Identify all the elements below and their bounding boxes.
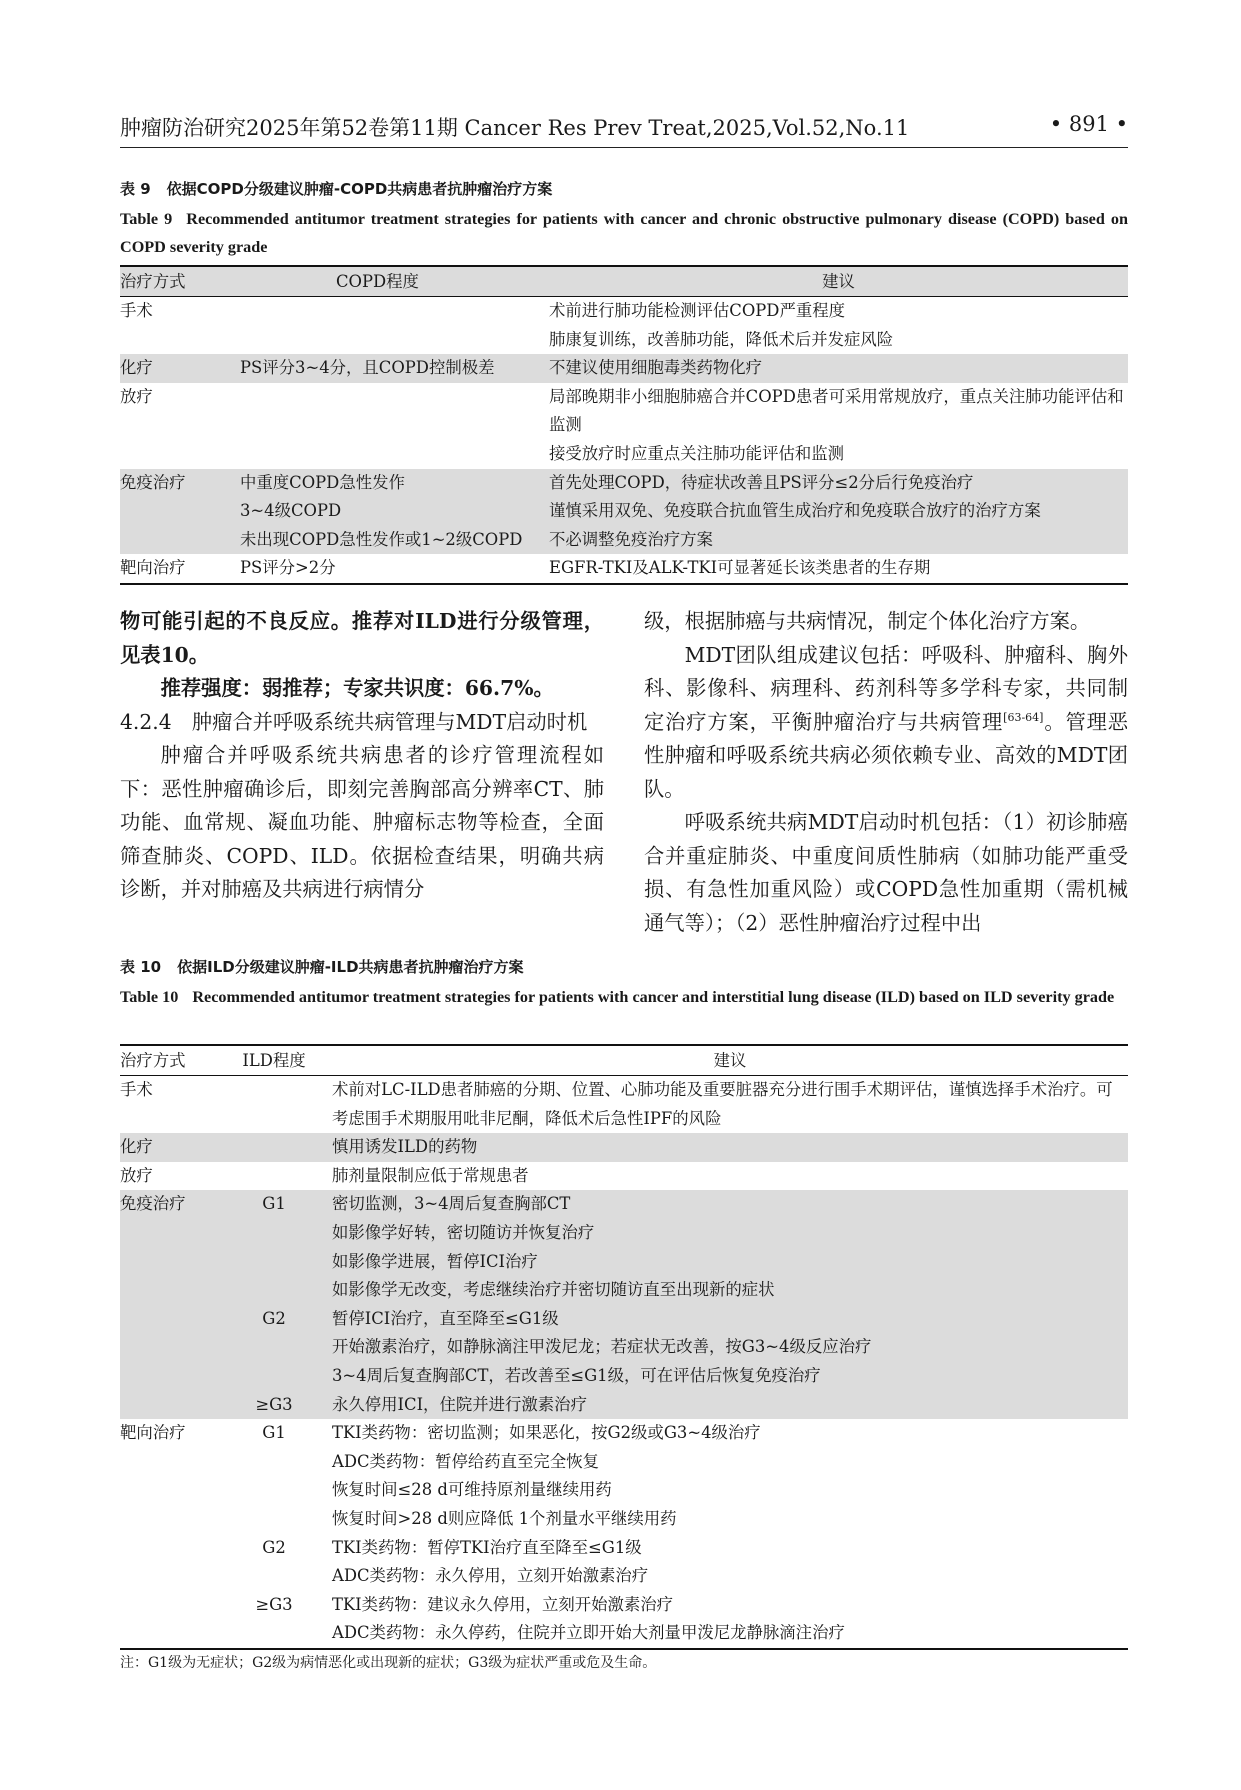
header-grade: ILD程度 (242, 1051, 306, 1070)
citation-ref: [63-64] (1003, 710, 1044, 724)
body-column-right (644, 605, 1128, 940)
recommendation-strength: 推荐强度：弱推荐；专家共识度：66.7%。 (160, 676, 554, 700)
table-row: ≥G3 永久停用ICI，住院并进行激素治疗 (120, 1391, 1128, 1420)
table-row: ≥G3 TKI类药物：建议永久停用，立刻开始激素治疗 (255, 1594, 674, 1614)
section-heading: 4.2.4 肿瘤合并呼吸系统共病管理与MDT启动时机 (120, 709, 588, 734)
table-row: 免疫治疗 中重度COPD急性发作 首先处理COPD，待症状改善且PS评分≤2分后行免疫治疗 (120, 469, 1128, 498)
running-header (120, 108, 1128, 148)
paragraph-mdt-timing: 呼吸系统共病MDT启动时机包括：（1）初诊肺癌合并重症肺炎、中重度间质性肺病（如肺功能严重受损、有急性加重风险）或COPD急性加重期（需机械通气等）；（2）恶性肿瘤治疗过程中出 (644, 810, 1128, 935)
table-row: 化疗 慎用诱发ILD的药物 (120, 1133, 1128, 1162)
table10-caption (120, 956, 1128, 1011)
header-method: 治疗方式 (120, 272, 186, 291)
table9 (120, 265, 1128, 585)
table-row: 恢复时间≤28 d可维持原剂量继续用药 (332, 1480, 612, 1500)
table-row: 恢复时间>28 d则应降低 1个剂量水平继续用药 (332, 1508, 677, 1528)
paragraph-continuation: 级，根据肺癌与共病情况，制定个体化治疗方案。 (644, 609, 1091, 633)
table-row: 肺康复训练，改善肺功能，降低术后并发症风险 (549, 329, 894, 349)
table-row: 开始激素治疗，如静脉滴注甲泼尼龙；若症状无改善，按G3~4级反应治疗 (120, 1333, 1128, 1362)
journal-citation: 肿瘤防治研究2025年第52卷第11期 Cancer Res Prev Treat,2025,Vol.52,No.11 (120, 116, 910, 140)
page-number: • 891 • (1049, 112, 1128, 136)
table-header-row (120, 1045, 1128, 1076)
table-row: G2 暂停ICI治疗，直至降至≤G1级 (120, 1305, 1128, 1334)
paragraph-workflow: 肿瘤合并呼吸系统共病患者的诊疗管理流程如下：恶性肿瘤确诊后，即刻完善胸部高分辨率CT、肺功能、血常规、凝血功能、肿瘤标志物等检查，全面筛查肺炎、COPD、ILD。依据检查结果，明确共病诊断，并对肺癌及共病进行病情分 (120, 743, 604, 901)
table9-caption (120, 178, 1128, 261)
table-row: 放疗 局部晚期非小细胞肺癌合并COPD患者可采用常规放疗，重点关注肺功能评估和监测 (120, 386, 1124, 435)
body-column-left (120, 605, 604, 907)
table-row: ADC类药物：暂停给药直至完全恢复 (332, 1451, 599, 1471)
paragraph-mdt-team: MDT团队组成建议包括：呼吸科、肿瘤科、胸外科、影像科、病理科、药剂科等多学科专家，共同制定治疗方案，平衡肿瘤治疗与共病管理[63-64]。管理恶性肿瘤和呼吸系统共病必须依赖专业、高效的MDT团队。 (644, 642, 1128, 801)
table-row: 如影像学进展，暂停ICI治疗 (120, 1248, 1128, 1277)
table9-caption-en: Table 9 Recommended antitumor treatment strategies for patients with cancer and chronic obstructive pulmonary disease (COPD) based on COPD severity grade (120, 210, 1129, 256)
table-row: 手术 术前进行肺功能检测评估COPD严重程度 (120, 301, 846, 320)
table-row: 3~4级COPD 谨慎采用双免、免疫联合抗血管生成治疗和免疫联合放疗的治疗方案 (120, 497, 1128, 526)
paragraph-recommendation: 物可能引起的不良反应。推荐对ILD进行分级管理，见表10。 (120, 609, 604, 667)
table-row: 如影像学无改变，考虑继续治疗并密切随访直至出现新的症状 (120, 1276, 1128, 1305)
table-row: G2 TKI类药物：暂停TKI治疗直至降至≤G1级 (262, 1537, 642, 1557)
table-row: ADC类药物：永久停药，住院并立即开始大剂量甲泼尼龙静脉滴注治疗 (120, 1619, 1128, 1649)
table10-caption-en: Table 10 Recommended antitumor treatment strategies for patients with cancer and interstitial lung disease (ILD) based on ILD severity grade (120, 988, 1115, 1006)
table-row: ADC类药物：永久停用，立刻开始激素治疗 (332, 1566, 649, 1586)
table-row: 3~4周后复查胸部CT，若改善至≤G1级，可在评估后恢复免疫治疗 (120, 1362, 1128, 1391)
table10-note: 注：G1级为无症状；G2级为病情恶化或出现新的症状；G3级为症状严重或危及生命。 (120, 1655, 657, 1671)
table-row: 靶向治疗 G1 TKI类药物：密切监测；如果恶化，按G2级或G3~4级治疗 (120, 1423, 761, 1443)
table-row: 化疗 PS评分3~4分，且COPD控制极差 不建议使用细胞毒类药物化疗 (120, 354, 1128, 383)
table-row: 免疫治疗 G1 密切监测，3~4周后复查胸部CT (120, 1190, 1128, 1219)
table10 (120, 1044, 1128, 1650)
table10-caption-cn: 表 10 依据ILD分级建议肿瘤-ILD共病患者抗肿瘤治疗方案 (120, 958, 524, 976)
table9-caption-cn: 表 9 依据COPD分级建议肿瘤-COPD共病患者抗肿瘤治疗方案 (120, 180, 553, 198)
header-method: 治疗方式 (120, 1051, 186, 1070)
table-row: 放疗 肺剂量限制应低于常规患者 (120, 1165, 529, 1185)
table-row: 接受放疗时应重点关注肺功能评估和监测 (549, 443, 845, 463)
table-row: 靶向治疗 PS评分>2分 EGFR-TKI及ALK-TKI可显著延长该类患者的生存期 (120, 554, 1128, 584)
header-grade: COPD程度 (336, 272, 419, 291)
table-row: 未出现COPD急性发作或1~2级COPD 不必调整免疫治疗方案 (120, 526, 1128, 555)
header-advice: 建议 (822, 272, 855, 291)
table-row: 如影像学好转，密切随访并恢复治疗 (120, 1219, 1128, 1248)
table-row: 手术 术前对LC-ILD患者肺癌的分期、位置、心肺功能及重要脏器充分进行围手术期评估，谨慎选择手术治疗。可考虑围手术期服用吡非尼酮，降低术后急性IPF的风险 (120, 1080, 1113, 1128)
table-header-row (120, 266, 1128, 297)
header-advice: 建议 (713, 1051, 747, 1070)
